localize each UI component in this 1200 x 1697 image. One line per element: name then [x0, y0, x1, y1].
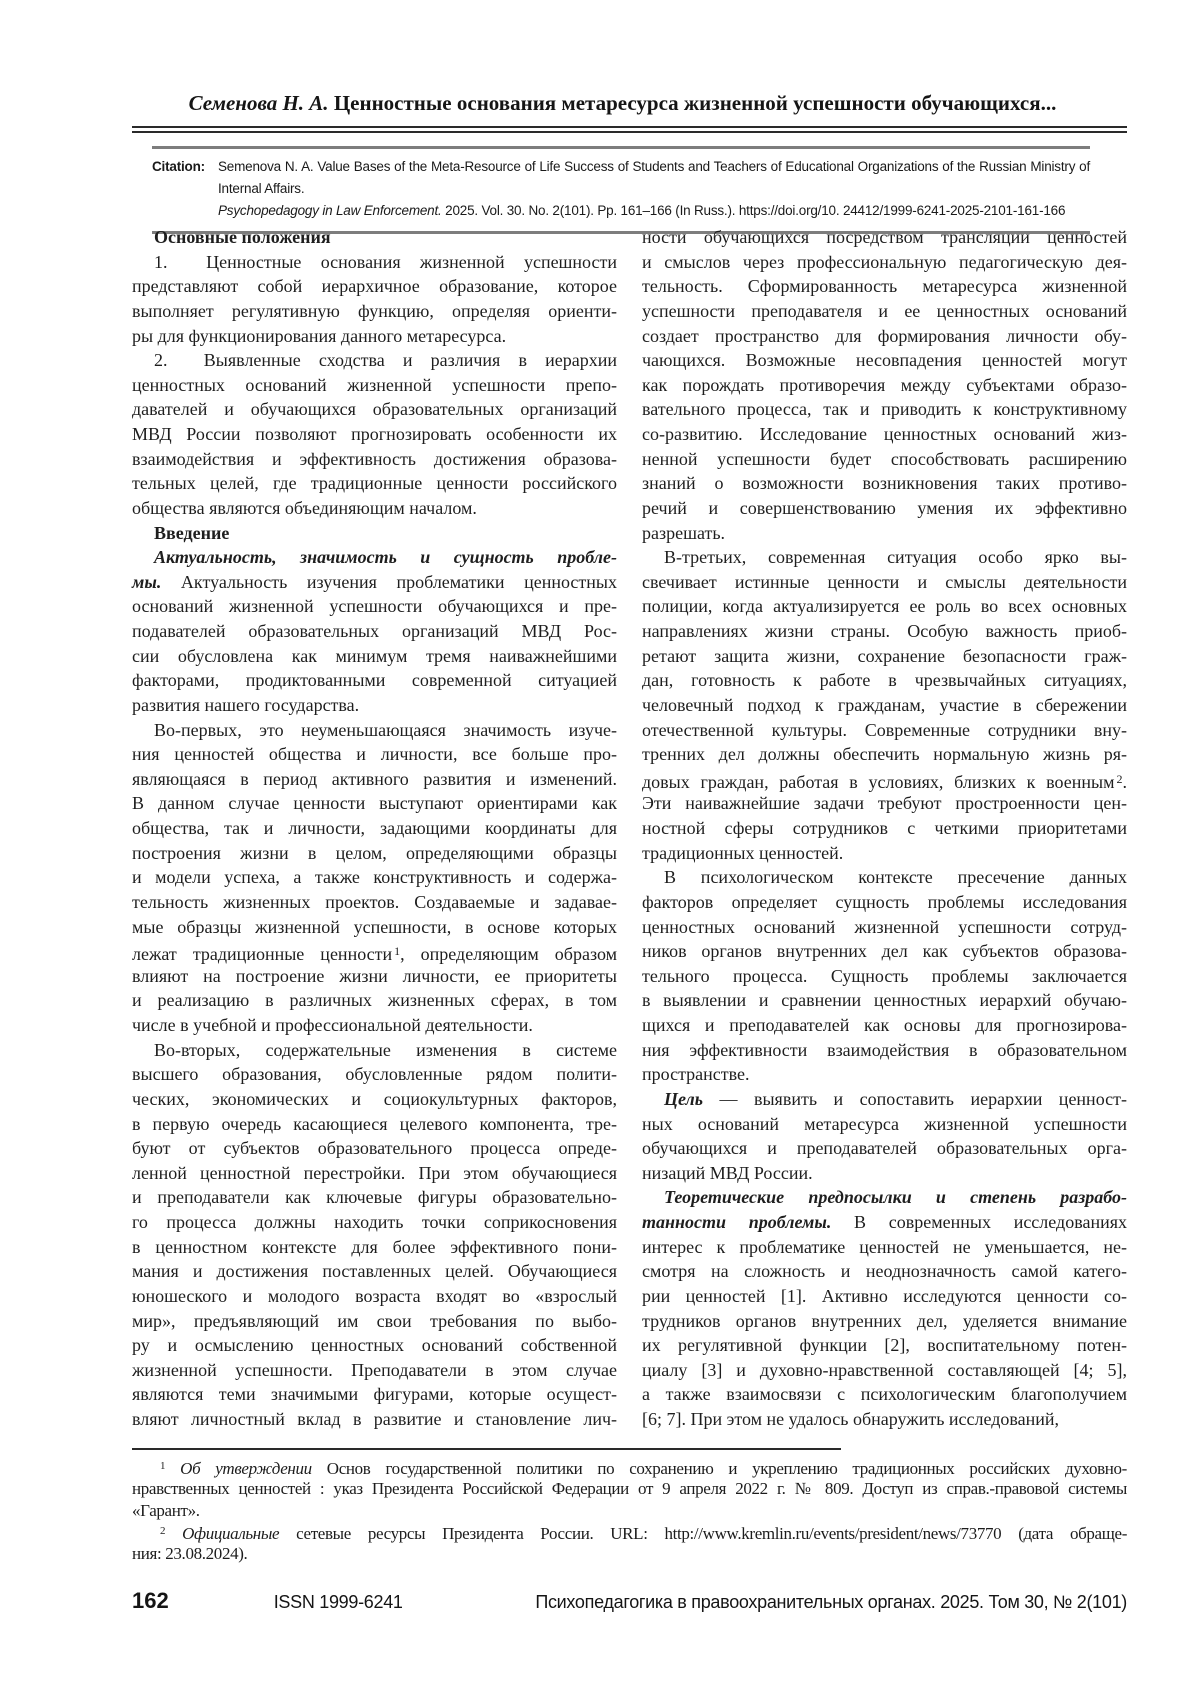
text-line: рии ценностей [1]. Активно исследуются ценности со-: [642, 1285, 1127, 1306]
text-line: как порождать противоречия между субъектами образо-: [642, 374, 1127, 395]
text-line: знаний о возможности возникновения таких противо-: [642, 473, 1127, 494]
text-line: оснований жизненной успешности обучающихся и пре-: [132, 596, 617, 617]
citation-line2: 2025. Vol. 30. No. 2(101). Pp. 161–166 (In Russ.). https://doi.org/10. 24412/1999-6241-2025-2101-161-166: [441, 203, 1066, 218]
citation-line1: Semenova N. A. Value Bases of the Meta-Resource of Life Success of Students and Teachers of Educational Organizations of the Russian Ministry of Internal Affairs.: [218, 159, 1090, 196]
text-line: ников органов внутренних дел как субъектов образова-: [642, 941, 1127, 962]
text-line: мир», предъявляющий им свои требования по выбо-: [132, 1310, 617, 1331]
citation-block: [152, 146, 1090, 234]
text-line: представляют собой иерархичное образование, которое: [132, 276, 617, 297]
text-line: построения жизни в целом, определяющими образцы: [132, 842, 617, 863]
text-line: тельных целей, где традиционные ценности российского: [132, 473, 617, 494]
section-heading: Введение: [154, 522, 230, 543]
text-line: общества являются объединяющим началом.: [132, 497, 477, 518]
text-line: ценностных оснований жизненной успешности препо-: [132, 374, 617, 395]
text-line: в ценностном контексте для более эффективного пони-: [132, 1236, 617, 1257]
text-line: их регулятивной функции [2], воспитательному потен-: [642, 1335, 1127, 1356]
text-line: мые образцы жизненной успешности, в основе которых: [132, 916, 617, 937]
page-footer: [132, 1588, 1127, 1614]
text-line: «Гарант».: [132, 1500, 200, 1520]
issn-label: ISSN 1999-6241: [273, 1592, 403, 1612]
text-line: Актуальность, значимость и сущность пробле-: [154, 547, 617, 568]
text-line: ненной успешности будет способствовать расширению: [642, 448, 1127, 469]
column-left: [132, 225, 617, 1432]
text-line: танности проблемы. В современных исследованиях: [642, 1212, 1127, 1232]
text-line: вательного процесса, так и приводить к конструктивному: [642, 399, 1127, 420]
running-header-title: Ценностные основания метаресурса жизненной успешности обучающихся...: [328, 91, 1057, 115]
text-line: ния ценностей общества и личности, все больше про-: [132, 744, 617, 765]
text-line: ленной ценностной перестройки. При этом обучающиеся: [132, 1162, 617, 1183]
text-line: и преподаватели как ключевые фигуры образовательно-: [132, 1187, 617, 1208]
text-line: тельность жизненных проектов. Создаваемые и задавае-: [132, 891, 617, 912]
text-line: тельность. Сформированность метаресурса жизненной: [642, 276, 1127, 297]
text-line: развития нашего государства.: [132, 694, 360, 715]
text-line: ры для функционирования данного метаресурса.: [132, 325, 507, 346]
text-line: со-развитию. Исследование ценностных оснований жиз-: [642, 424, 1127, 444]
text-line: речий и совершенствованию умения их эффективно: [642, 497, 1127, 518]
text-line: обучающихся и преподавателей образовательных орга-: [642, 1138, 1127, 1159]
citation-journal-italic: Psychopedagogy in Law Enforcement.: [218, 203, 442, 218]
text-line: сии обусловлена как минимум тремя наиважнейшими: [132, 645, 617, 666]
text-line: являющаяся в период активного развития и изменений.: [132, 768, 617, 789]
text-line: высшего образования, обусловленные рядом полити-: [132, 1064, 617, 1085]
text-line: полиции, когда актуализируется ее роль во всех основных: [642, 596, 1127, 617]
text-line: $^2$ Официальные сетевые ресурсы Президента России. URL: http://www.kremlin.ru/events/president/news/73770 (дата обраще-: [160, 1524, 1128, 1544]
text-line: традиционных ценностей.: [642, 842, 844, 863]
text-line: 1. Ценностные основания жизненной успешности: [154, 251, 617, 272]
text-line: нравственных ценностей : указ Президента Российской Федерации от 9 апреля 2022 г. № 809. Доступ из справ.-правовой системы: [132, 1478, 1127, 1498]
text-line: циалу [3] и духовно-нравственной составляющей [4; 5],: [642, 1359, 1127, 1380]
text-line: ностной сферы сотрудников с четкими приоритетами: [642, 818, 1127, 838]
journal-title-line: Психопедагогика в правоохранительных органах. 2025. Том 30, № 2(101): [535, 1592, 1127, 1612]
text-line: и смыслов через профессиональную педагогическую дея-: [642, 251, 1127, 272]
footnote-separator-rule: [132, 1448, 841, 1450]
text-line: 2. Выявленные сходства и различия в иерархии: [154, 350, 617, 371]
text-line: ных оснований метаресурса жизненной успешности: [642, 1113, 1127, 1134]
page-number: 162: [132, 1588, 169, 1613]
text-line: Цель — выявить и сопоставить иерархии ценност-: [664, 1088, 1127, 1109]
text-line: дан, готовность к работе в чрезвычайных ситуациях,: [642, 670, 1127, 691]
text-line: человечный подход к гражданам, участие в сбережении: [642, 694, 1127, 715]
text-line: трудников органов внутренних дел, уделяется внимание: [642, 1310, 1127, 1331]
text-line: $^1$ Об утверждении Основ государственной политики по сохранению и укреплению традиционных российских духовно-: [160, 1459, 1127, 1478]
header-double-rule: [132, 126, 1127, 133]
text-line: ческих, экономических и социокультурных факторов,: [132, 1088, 617, 1109]
text-line: низаций МВД России.: [642, 1162, 813, 1183]
text-line: мания и достижения поставленных целей. Обучающиеся: [132, 1261, 617, 1282]
text-line: В психологическом контексте пресечение данных: [664, 867, 1127, 888]
text-line: влияют на построение жизни личности, ее приоритеты: [132, 965, 617, 986]
text-line: ру и осмыслению ценностных оснований собственной: [132, 1335, 617, 1356]
text-line: смотря на сложность и неоднозначность самой катего-: [642, 1261, 1127, 1282]
text-line: факторами, продиктованными современной ситуацией: [132, 670, 617, 691]
text-line: и модели успеха, а также конструктивность и содержа-: [132, 867, 617, 888]
text-line: жизненной успешности. Преподаватели в этом случае: [132, 1359, 617, 1380]
text-line: Во-первых, это неуменьшающаяся значимость изуче-: [154, 719, 617, 740]
text-line: создает пространство для формирования личности обу-: [642, 325, 1127, 346]
text-line: числе в учебной и профессиональной деятельности.: [132, 1015, 533, 1035]
text-line: ния эффективности взаимодействия в образовательном: [642, 1039, 1127, 1060]
footnotes: [132, 1456, 1127, 1565]
text-line: пространстве.: [642, 1064, 750, 1085]
text-line: подавателей образовательных организаций МВД Рос-: [132, 621, 617, 641]
text-line: факторов определяет сущность проблемы исследования: [642, 891, 1127, 912]
citation-text: [218, 156, 1090, 222]
text-line: ретают защита жизни, сохранение безопасности граж-: [642, 645, 1127, 666]
text-line: Во-вторых, содержательные изменения в системе: [154, 1039, 617, 1060]
text-line: общества, так и личности, задающими координаты для: [132, 818, 617, 838]
text-line: являются теми значимыми фигурами, которые осущест-: [132, 1384, 617, 1405]
text-line: го процесса должны находить точки соприкосновения: [132, 1212, 617, 1232]
text-line: В-третьих, современная ситуация особо ярко вы-: [664, 547, 1127, 568]
text-line: направлениях жизни страны. Особую важность приоб-: [642, 621, 1127, 641]
text-line: свечивает истинные ценности и смыслы деятельности: [642, 571, 1127, 592]
text-line: юношеского и молодого возраста входят во «взрослый: [132, 1285, 617, 1306]
text-line: тренних дел должны обеспечить нормальную жизнь ря-: [642, 744, 1127, 765]
text-line: щихся и преподавателей как основы для прогнозирова-: [642, 1015, 1127, 1035]
text-line: успешности преподавателя и ее ценностных оснований: [642, 300, 1127, 321]
text-line: В данном случае ценности выступают ориентирами как: [132, 793, 617, 814]
text-line: взаимодействия и эффективность достижения образова-: [132, 448, 617, 469]
text-line: в выявлении и сравнении ценностных иерархий обучаю-: [642, 990, 1127, 1011]
running-header-author: Семенова Н. А.: [188, 91, 329, 115]
text-line: тельного процесса. Сущность проблемы заключается: [642, 965, 1127, 986]
text-line: лежат традиционные ценности $^1$, определяющим образом: [132, 944, 617, 965]
text-line: разрешать.: [642, 522, 726, 543]
text-line: ния: 23.08.2024).: [132, 1544, 248, 1564]
citation-label: Citation:: [152, 159, 205, 174]
text-line: ности обучающихся посредством трансляции ценностей: [642, 227, 1127, 247]
text-line: выполняет регулятивную функцию, определяя ориенти-: [132, 300, 617, 321]
text-line: а также взаимосвязи с психологическим благополучием: [642, 1384, 1127, 1405]
text-line: довых граждан, работая в условиях, близких к военным $^2$.: [642, 771, 1127, 792]
text-line: и реализацию в различных жизненных сферах, в том: [132, 990, 617, 1011]
text-line: МВД России позволяют прогнозировать особенности их: [132, 424, 617, 444]
text-line: отечественной культуры. Современные сотрудники вну-: [642, 719, 1127, 740]
column-right: [642, 225, 1127, 1432]
text-line: Эти наиважнейшие задачи требуют простроенности цен-: [642, 793, 1127, 814]
text-line: Теоретические предпосылки и степень разрабо-: [664, 1187, 1127, 1208]
text-line: вляют личностный вклад в развитие и становление лич-: [132, 1409, 617, 1429]
text-line: давателей и обучающихся образовательных организаций: [132, 399, 617, 420]
text-line: мы. Актуальность изучения проблематики ценностных: [132, 571, 617, 592]
text-line: в первую очередь касающиеся целевого компонента, тре-: [132, 1113, 617, 1134]
text-line: интерес к проблематике ценностей не уменьшается, не-: [642, 1236, 1127, 1257]
running-header: [120, 90, 1125, 116]
text-line: чающихся. Возможные несовпадения ценностей могут: [642, 350, 1127, 371]
text-line: буют от субъектов образовательного процесса опреде-: [132, 1138, 617, 1159]
text-line: ценностных оснований жизненной успешности сотруд-: [642, 916, 1127, 937]
section-heading: Основные положения: [154, 227, 331, 247]
text-line: [6; 7]. При этом не удалось обнаружить исследований,: [642, 1409, 1060, 1429]
